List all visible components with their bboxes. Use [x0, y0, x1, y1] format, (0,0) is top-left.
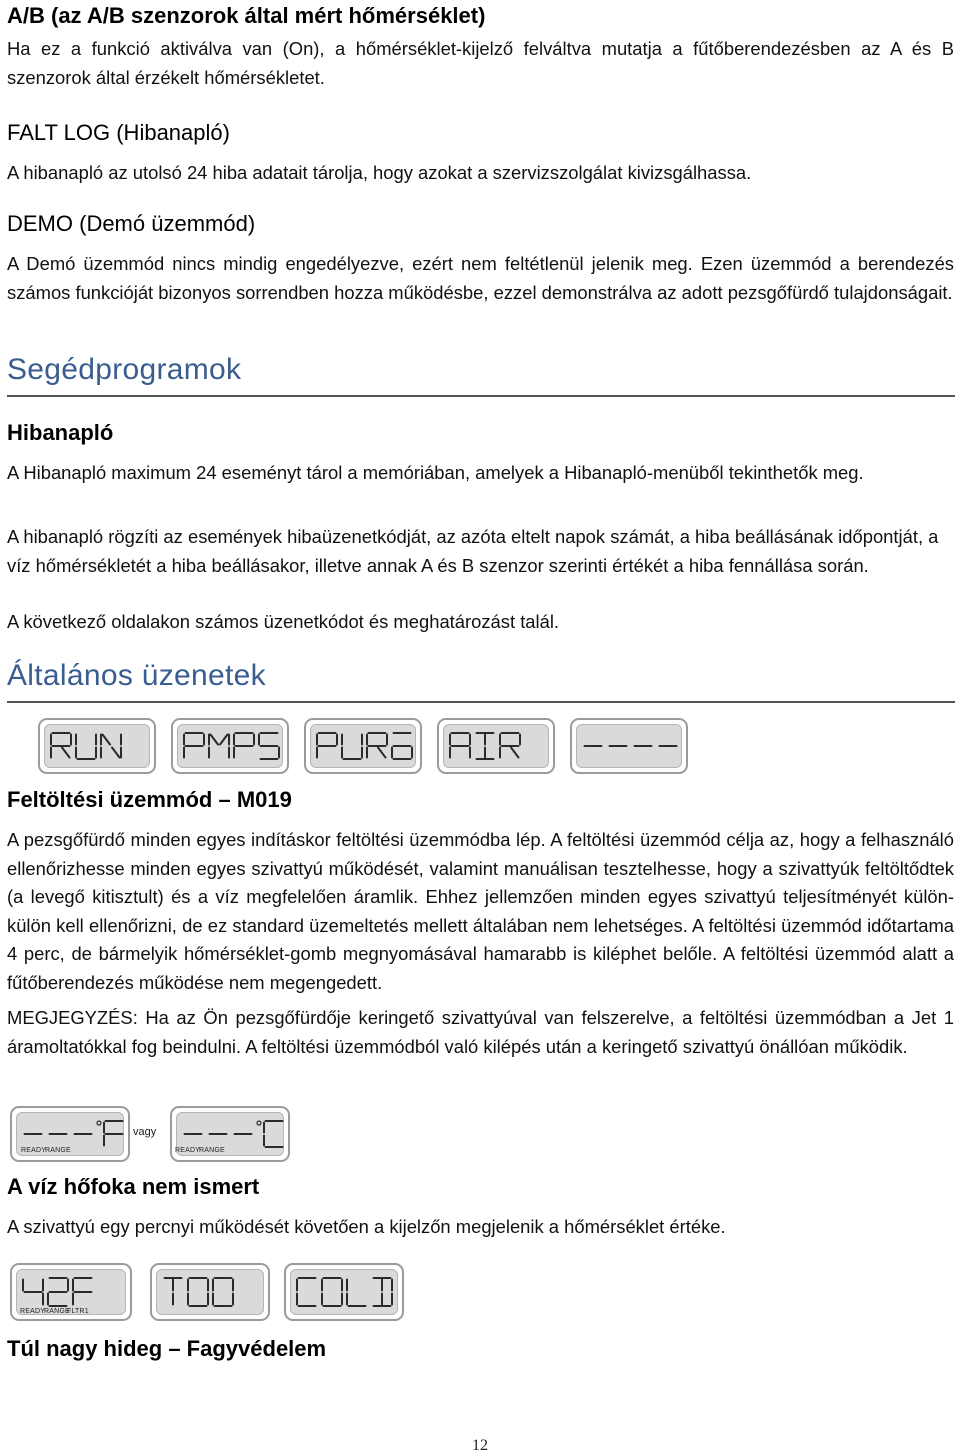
fault-log-heading: Hibanapló — [7, 420, 114, 445]
fault-log-p3: A következő oldalakon számos üzenetkódot és meghatározást talál. — [7, 611, 560, 632]
lcd-display-too — [150, 1263, 270, 1321]
utilities-divider — [7, 395, 955, 397]
lcd-caption-ready: READY — [20, 1308, 46, 1315]
lcd-caption-range: RANGE — [44, 1308, 70, 1315]
unknown-temp-text: A szivattyú egy percnyi működését követően a kijelzőn megjelenik a hőmérséklet értéke. — [7, 1216, 726, 1237]
general-messages-divider — [7, 701, 955, 703]
ab-heading: A/B (az A/B szenzorok által mért hőmérséklet) — [7, 3, 486, 28]
lcd-segment-readout — [444, 725, 552, 771]
lcd-display-run — [38, 718, 156, 774]
lcd-segment-readout — [577, 725, 685, 771]
or-label: vagy — [133, 1126, 157, 1138]
page-number: 12 — [472, 1437, 488, 1454]
lcd-caption-ready: READY — [21, 1147, 47, 1154]
priming-note: MEGJEGYZÉS: Ha az Ön pezsgőfürdője keringető szivattyúval van felszerelve, a feltöltési üzemmódban a Jet 1 áramoltatókkal fog beindulni. A feltöltési üzemmódból való kilépés után a keringető szivattyú önállóan működik. — [7, 1007, 954, 1057]
demo-text: A Demó üzemmód nincs mindig engedélyezve, ezért nem feltétlenül jelenik meg. Ezen üzemmód a berendezés számos funkcióját bizonyos sorrendben hozza működésbe, ezzel demonstrálva az adott pezsgőfürdő tulajdonságait. — [7, 253, 954, 303]
lcd-caption-ready: READY — [175, 1147, 201, 1154]
faltlog-text: A hibanapló az utolsó 24 hiba adatait tárolja, hogy azokat a szervizszolgálat kivizsgálhassa. — [7, 162, 752, 183]
freeze-heading: Túl nagy hideg – Fagyvédelem — [7, 1336, 327, 1361]
lcd-display-cold — [284, 1263, 404, 1321]
lcd-caption-range: RANGE — [199, 1147, 225, 1154]
lcd-segment-readout — [157, 1270, 267, 1318]
lcd-caption-range: RANGE — [45, 1147, 71, 1154]
fault-log-p1: A Hibanapló maximum 24 eseményt tárol a memóriában, amelyek a Hibanapló-menüből tekinthetők meg. — [7, 462, 864, 483]
lcd-display-air — [437, 718, 555, 774]
lcd-segment-readout — [178, 725, 286, 771]
lcd-display-pmps — [171, 718, 289, 774]
ab-text: Ha ez a funkció aktiválva van (On), a hőmérséklet-kijelző felváltva mutatja a fűtőberendezésben az A és B szenzorok által érzékelt hőmérsékletet. — [7, 38, 954, 88]
priming-heading: Feltöltési üzemmód – M019 — [7, 787, 292, 812]
lcd-segment-readout — [311, 725, 419, 771]
demo-heading: DEMO (Demó üzemmód) — [7, 211, 256, 236]
unknown-temp-heading: A víz hőfoka nem ismert — [7, 1174, 260, 1199]
lcd-caption-fltr1: FLTR1 — [67, 1308, 89, 1315]
fault-log-p2: A hibanapló rögzíti az események hibaüzenetkódját, az azóta eltelt napok számát, a hiba beállásának időpontját, a víz hőmérsékletét a hiba beállásakor, illetve annak A és B szenzor szerinti értékét a hiba fennállása során. — [7, 526, 939, 576]
faltlog-heading: FALT LOG (Hibanapló) — [7, 120, 230, 145]
lcd-segment-readout — [45, 725, 153, 771]
lcd-display-dashes — [570, 718, 688, 774]
priming-text: A pezsgőfürdő minden egyes indításkor feltöltési üzemmódba lép. A feltöltési üzemmód célja az, hogy a felhasználó ellenőrizhesse minden egyes szivattyú működését, valamint manuálisan tesztelhesse, hogy a szivattyúk feltöltődtek (a levegő kitisztult) és a víz megfelelően áramlik. Ehhez jellemzően minden egyes szivattyú teljesítményét külön-külön kell ellenőrizni, de ez standard üzemeltetés mellett általában nem lehetséges. A feltöltési üzemmód időtartama 4 perc, de bármelyik hőmérséklet-gomb megnyomásával hamarabb is kiléphet belőle. A feltöltési üzemmód alatt a fűtőberendezés működése nem megengedett. — [7, 829, 954, 993]
utilities-section-title: Segédprogramok — [7, 353, 242, 386]
lcd-display-purg — [304, 718, 422, 774]
lcd-segment-readout — [291, 1270, 401, 1318]
general-messages-title: Általános üzenetek — [7, 659, 266, 692]
